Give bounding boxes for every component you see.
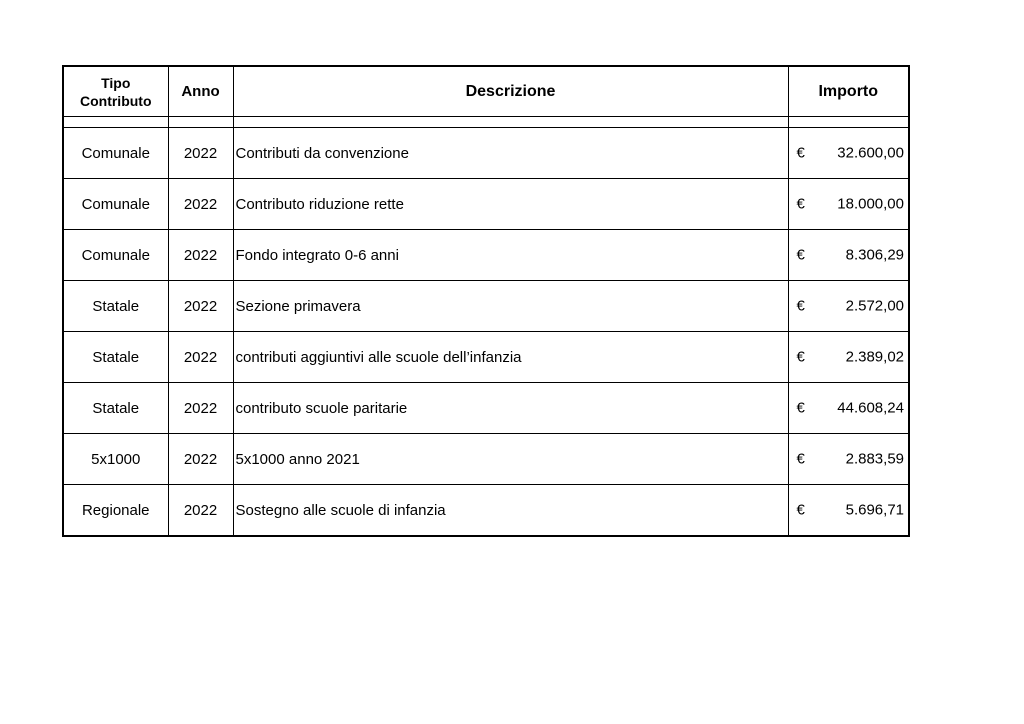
amount-value: 32.600,00 xyxy=(837,144,904,162)
cell-anno: 2022 xyxy=(168,230,233,281)
amount-value: 2.389,02 xyxy=(845,348,904,366)
currency-symbol: € xyxy=(796,195,805,213)
cell-anno: 2022 xyxy=(168,485,233,537)
spacer-row xyxy=(63,117,909,128)
amount-value: 2.883,59 xyxy=(845,450,904,468)
cell-descrizione: Sostegno alle scuole di infanzia xyxy=(233,485,788,537)
currency-symbol: € xyxy=(796,297,805,315)
cell-importo xyxy=(788,332,909,383)
currency-symbol: € xyxy=(796,144,805,162)
currency-symbol: € xyxy=(796,399,805,417)
amount-value: 18.000,00 xyxy=(837,195,904,213)
table-row xyxy=(63,332,909,383)
cell-tipo: Comunale xyxy=(63,128,168,179)
currency-symbol: € xyxy=(796,501,805,519)
cell-tipo: Statale xyxy=(63,281,168,332)
table-row xyxy=(63,281,909,332)
cell-anno: 2022 xyxy=(168,179,233,230)
amount-value: 5.696,71 xyxy=(845,501,904,519)
header-anno: Anno xyxy=(168,66,233,117)
amount-value: 8.306,29 xyxy=(845,246,904,264)
cell-tipo: Regionale xyxy=(63,485,168,537)
cell-anno: 2022 xyxy=(168,434,233,485)
amount-value: 44.608,24 xyxy=(837,399,904,417)
table-row xyxy=(63,230,909,281)
cell-anno: 2022 xyxy=(168,332,233,383)
currency-symbol: € xyxy=(796,246,805,264)
cell-descrizione: Contributo riduzione rette xyxy=(233,179,788,230)
header-row xyxy=(63,66,909,117)
cell-anno: 2022 xyxy=(168,128,233,179)
currency-symbol: € xyxy=(796,450,805,468)
amount-value: 2.572,00 xyxy=(845,297,904,315)
table-row xyxy=(63,179,909,230)
currency-symbol: € xyxy=(796,348,805,366)
spacer-cell xyxy=(168,117,233,128)
cell-importo xyxy=(788,128,909,179)
cell-descrizione: Fondo integrato 0-6 anni xyxy=(233,230,788,281)
header-descrizione: Descrizione xyxy=(233,66,788,117)
cell-descrizione: Sezione primavera xyxy=(233,281,788,332)
cell-descrizione: Contributi da convenzione xyxy=(233,128,788,179)
cell-importo xyxy=(788,383,909,434)
cell-descrizione: 5x1000 anno 2021 xyxy=(233,434,788,485)
table-row xyxy=(63,128,909,179)
contributions-table xyxy=(62,65,910,537)
cell-descrizione: contributi aggiuntivi alle scuole dell’infanzia xyxy=(233,332,788,383)
spacer-cell xyxy=(788,117,909,128)
cell-importo xyxy=(788,434,909,485)
header-tipo-contributo: Tipo Contributo xyxy=(63,66,168,117)
table-row xyxy=(63,434,909,485)
cell-descrizione: contributo scuole paritarie xyxy=(233,383,788,434)
table-row xyxy=(63,485,909,537)
cell-importo xyxy=(788,485,909,537)
cell-importo xyxy=(788,281,909,332)
cell-importo xyxy=(788,179,909,230)
cell-tipo: Comunale xyxy=(63,230,168,281)
cell-tipo: 5x1000 xyxy=(63,434,168,485)
spacer-cell xyxy=(63,117,168,128)
cell-anno: 2022 xyxy=(168,383,233,434)
spacer-cell xyxy=(233,117,788,128)
cell-tipo: Statale xyxy=(63,383,168,434)
cell-anno: 2022 xyxy=(168,281,233,332)
cell-tipo: Comunale xyxy=(63,179,168,230)
cell-tipo: Statale xyxy=(63,332,168,383)
header-importo: Importo xyxy=(788,66,909,117)
cell-importo xyxy=(788,230,909,281)
table-row xyxy=(63,383,909,434)
